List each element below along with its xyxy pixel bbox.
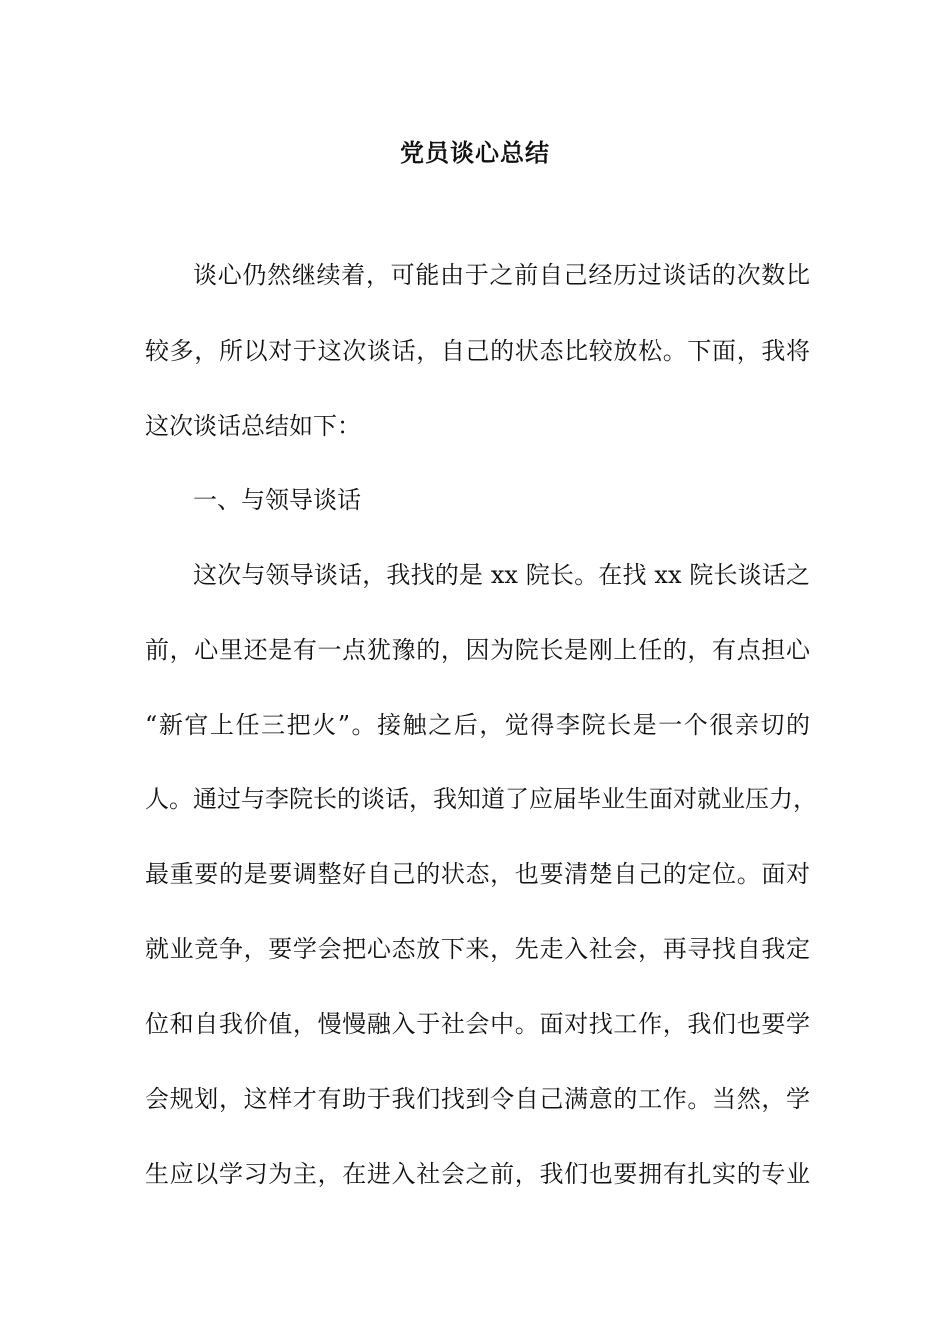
paragraph-line: 位和自我价值，慢慢融入于社会中。面对找工作，我们也要学 — [145, 1010, 810, 1038]
paragraph-line: 这次与领导谈话，我找的是 xx 院长。在找 xx 院长谈话之 — [193, 561, 810, 589]
paragraph-line: 较多，所以对于这次谈话，自己的状态比较放松。下面，我将 — [145, 337, 810, 365]
paragraph-line: 最重要的是要调整好自己的状态，也要清楚自己的定位。面对 — [145, 860, 810, 888]
paragraph-line: 前，心里还是有一点犹豫的，因为院长是刚上任的，有点担心 — [145, 636, 810, 664]
paragraph-line: “新官上任三把火”。接触之后，觉得李院长是一个很亲切的 — [145, 711, 810, 739]
paragraph-line: 人。通过与李院长的谈话，我知道了应届毕业生面对就业压力， — [145, 785, 817, 813]
paragraph-line: 这次谈话总结如下： — [145, 412, 361, 440]
section-heading: 一、与领导谈话 — [193, 486, 361, 514]
paragraph-line: 就业竞争，要学会把心态放下来，先走入社会，再寻找自我定 — [145, 935, 810, 963]
document-title: 党员谈心总结 — [400, 138, 550, 167]
paragraph-line: 生应以学习为主，在进入社会之前，我们也要拥有扎实的专业 — [145, 1160, 810, 1188]
paragraph-line: 谈心仍然继续着，可能由于之前自己经历过谈话的次数比 — [193, 261, 810, 289]
paragraph-line: 会规划，这样才有助于我们找到令自己满意的工作。当然，学 — [145, 1085, 810, 1113]
